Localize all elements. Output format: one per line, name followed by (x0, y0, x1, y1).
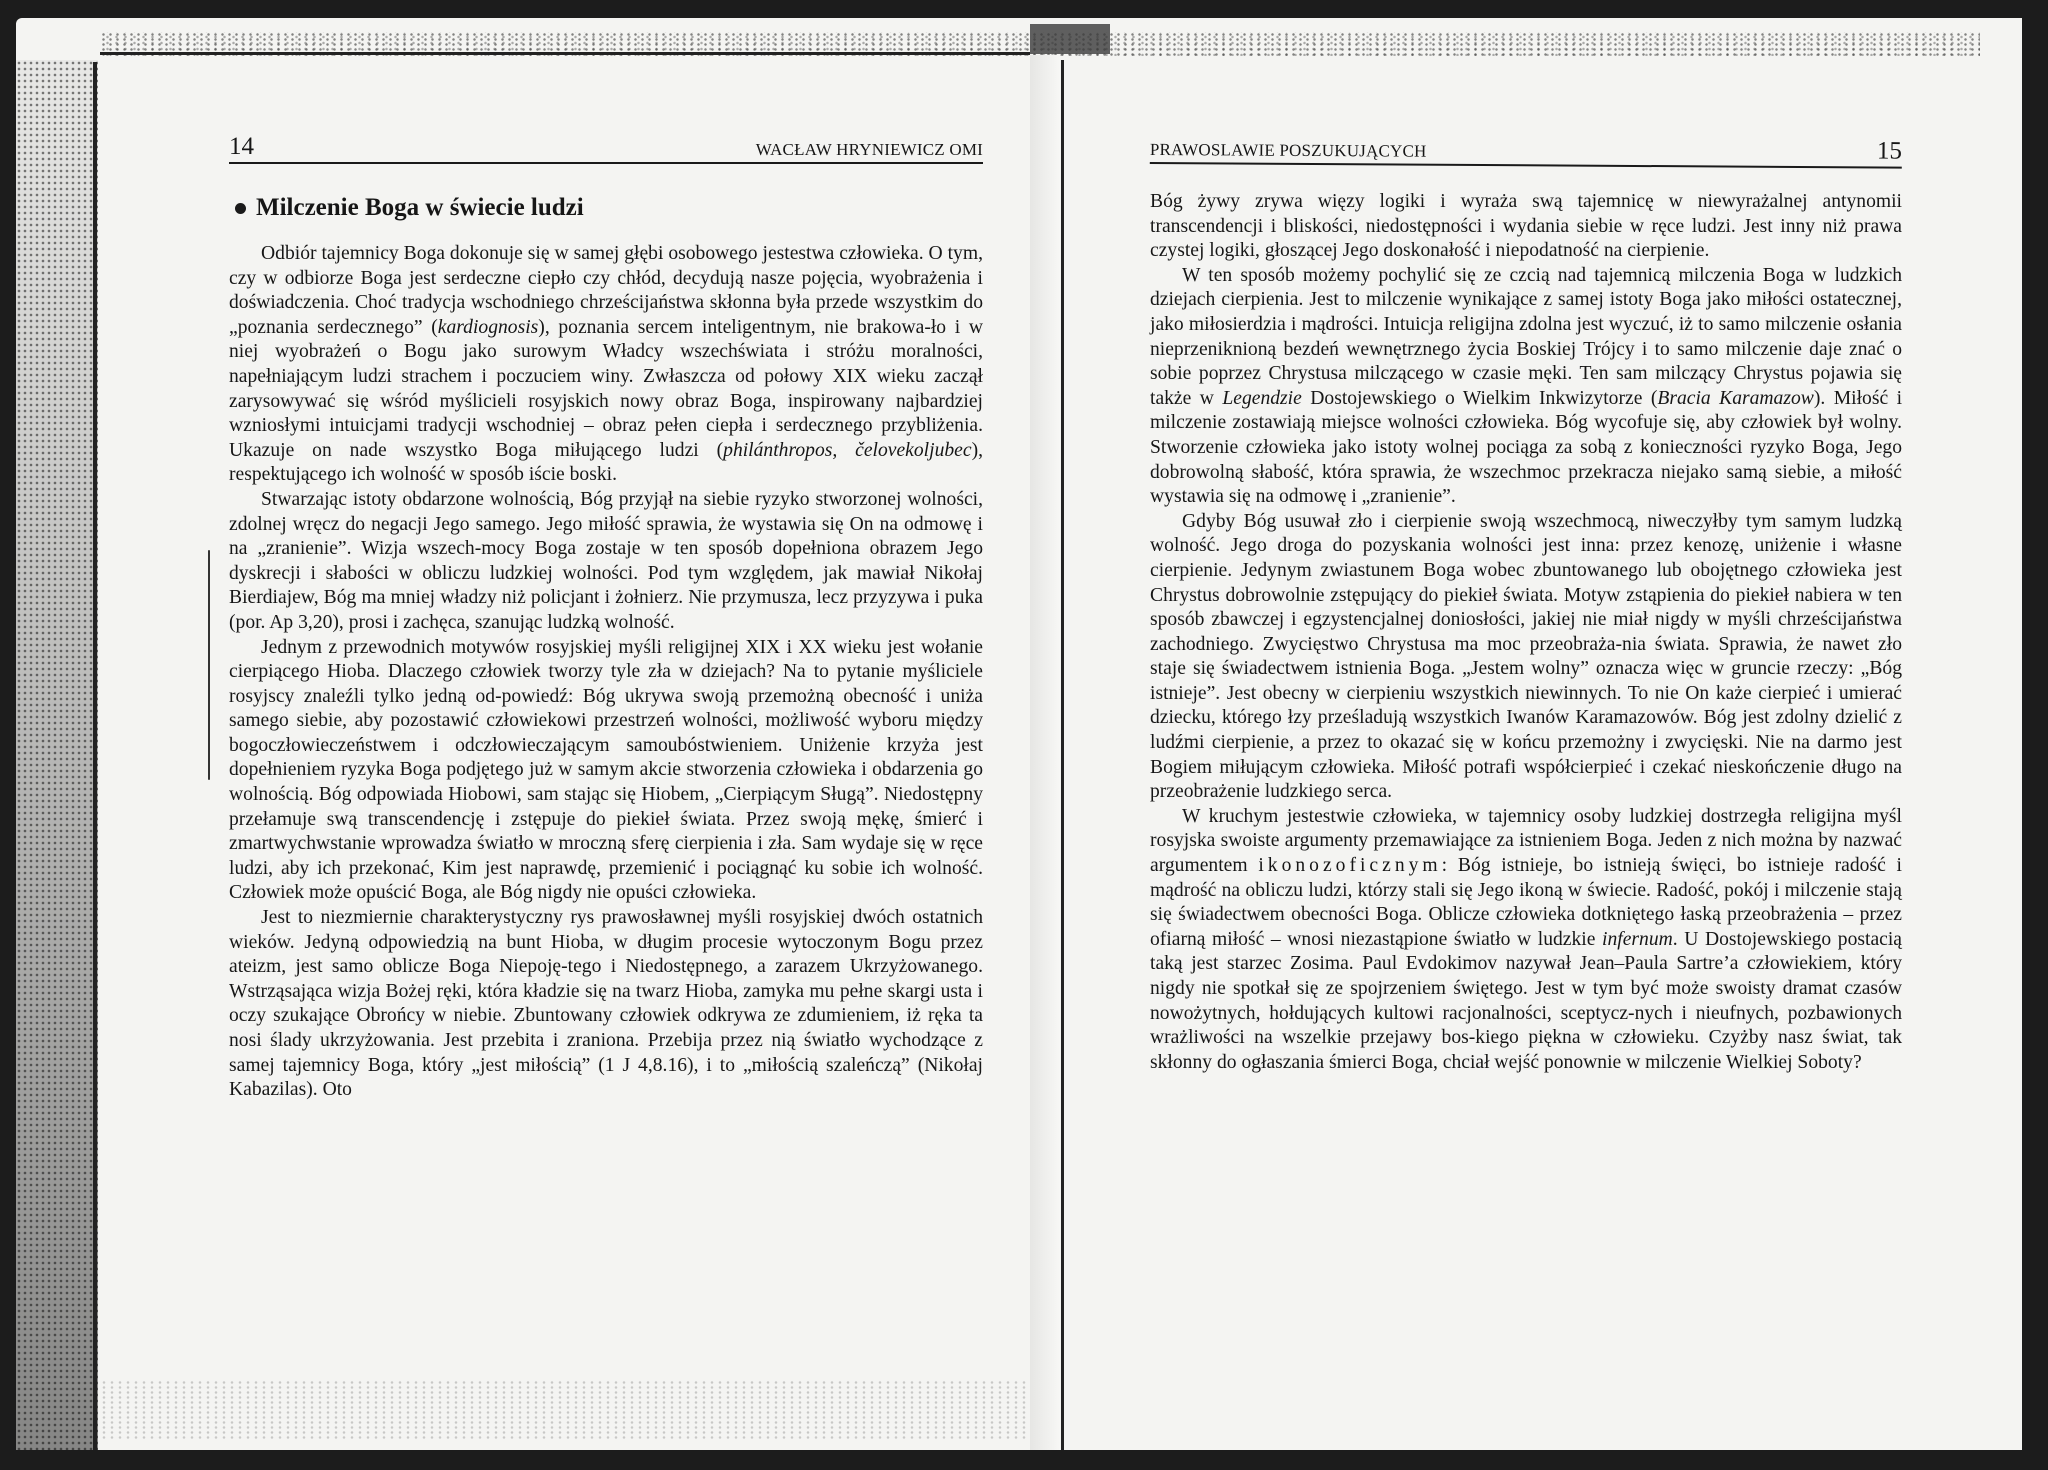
bullet-icon (235, 203, 246, 214)
text-run: ). Miłość i milczenie zostawiają miejsce wolności człowieka. Bóg wycofuje się, aby człowiek był wolny. Stworzenie człowieka jako istoty wolnej pociąga za sobą z konieczności ryzyko Boga, Jego dobrowolną słabość, która sprawia, że wszechmoc przekracza niejako samą siebie, a miłość wystawia się na odmowę i „zranienie”. (1150, 387, 1903, 508)
page-edge-left (93, 62, 97, 1450)
gutter-shadow (1030, 24, 1110, 54)
running-head (1150, 130, 1902, 169)
emphasis: ikonozoficznym (1258, 855, 1442, 877)
page-number: 14 (229, 133, 254, 160)
paragraph (1150, 190, 1902, 264)
body-text (229, 242, 983, 1103)
text-run: W kruchym jestestwie człowieka, w tajemnicy osoby ludzkiej dostrzegła religijna myśl rosyjska swoiste argumenty przemawiające za istnieniem Boga. Jeden z nich można by nazwać argumentem (1150, 805, 1902, 877)
margin-pencil-mark (208, 550, 210, 780)
text-run: Odbiór tajemnicy Boga dokonuje się w samej głębi osobowego jestestwa człowieka. O tym, czy w odbiorze Boga jest serdeczne ciepło czy chłód, decydują nasze pojęcia, wyobrażenia i doświadczenia. Choć tradycja wschodniego chrześcijaństwa skłonna była przede wszystkim do „poznania serdecznego” ( (229, 243, 983, 338)
text-run: Gdyby Bóg usuwał zło i cierpienie swoją wszechmocą, niweczyłby tym samym ludzką wolność. Jego droga do pozyskania wolności jest inna: przez kenozę, uniżenie i własne cierpienie. Jedynym zwiastunem Boga wobec zbuntowanego lub obojętnego człowieka jest Chrystus dobrowolnie zstępujący do piekieł świata. Motyw zstąpienia do piekieł nabiera w ten sposób zbawczej i egzystencjalnej doniosłości, jakiej nie miał nigdy w myśli chrześcijaństwa zachodniego. Zwycięstwo Chrystusa ma moc przeobraża-nia świata. Sprawia, że nawet zło staje się świadectwem istnienia Boga. „Jestem wolny” oznacza więc w gruncie rzeczy: „Bóg istnieje”. Jest obecny w cierpieniu wszystkich niewinnych. To nie On każe cierpieć i umierać dziecku, którego łzy prześladują wszystkich Iwanów Karamazowów. Bóg jest zdolny dzielić z ludźmi cierpienie, a przez to okazać się w końcu przemożny i zwycięski. Nie na darmo jest Bogiem miłującym człowieka. Miłość potrafi współcierpieć i czekać nieskończenie długo na przeobrażenie ludzkiego serca. (1150, 510, 1902, 803)
emphasis: Bracia Karamazow (1657, 387, 1814, 409)
paragraph (1150, 510, 1902, 805)
text-run: ), respektującego ich wolność w sposób iście boski. (229, 439, 983, 486)
emphasis: Legendzie (1222, 387, 1302, 409)
body-text (1150, 190, 1902, 1075)
text-run: W ten sposób możemy pochylić się ze czcią nad tajemnicą milczenia Boga w ludzkich dziejach cierpienia. Jest to milczenie wynikające z samej istoty Boga jako miłości ostatecznej, jako miłosierdzia i mądrości. Intuicja religijna zdolna jest wyczuć, iż to samo milczenie osłania nieprzeniknioną bezdeń wewnętrznego życia Boskiej Trójcy i to samo milczenie daje znać o sobie poprzez Chrystusa milczącego w czasie męki. Ten sam milczący Chrystus pojawia się także w (1150, 264, 1902, 409)
paragraph (229, 488, 983, 636)
right-page (1150, 130, 1902, 1075)
text-run: ), poznania sercem inteligentnym, nie brakowa-ło i w niej wyobrażeń o Bogu jako surowym Władcy wszechświata i stróżu moralności, napełniającym ludzi strachem i poczuciem winy. Zwłaszcza od połowy XIX wieku zaczął zarysowywać się wśród myślicieli rosyjskich nowy obraz Boga, inspirowany najbardziej wzniosłymi intuicjami tradycji wschodniej – obraz pełen ciepła i serdecznego przybliżenia. Ukazuje on nade wszystko Boga miłującego ludzi ( (229, 316, 984, 461)
running-head-title: PRAWOSLAWIE POSZUKUJĄCYCH (1149, 139, 1427, 161)
paragraph (1150, 264, 1902, 510)
text-run: Stwarzając istoty obdarzone wolnością, Bóg przyjął na siebie ryzyko stworzonej wolności, zdolnej wręcz do negacji Jego samego. Jego miłość sprawia, że wystawia się On na odmowę i na „zranienie”. Wizja wszech-mocy Boga zostaje w ten sposób dopełniona obrazem Jego dyskrecji i słabości w obliczu ludzkiej wolności. Pod tym względem, jak mawiał Nikołaj Bierdiajew, Bóg ma mniej władzy niż policjant i żołnierz. Nie przymusza, lecz przyzywa i puka (por. Ap 3,20), prosi i zachęca, szanując ludzką wolność. (229, 488, 983, 633)
paragraph (229, 906, 983, 1103)
left-page (229, 130, 983, 1103)
book-gutter (1030, 55, 1060, 1450)
section-title (229, 194, 983, 222)
photocopy-noise-bottom (100, 1380, 1030, 1440)
page-number: 15 (1876, 137, 1902, 165)
paragraph (229, 636, 983, 907)
page-edge-top (100, 52, 1030, 55)
text-run: Jest to niezmiernie charakterystyczny rys prawosławnej myśli rosyjskiej dwóch ostatnich wieków. Jedyną odpowiedzią na bunt Hioba, w długim procesie wytoczonym Bogu przez ateizm, jest samo oblicze Boga Niepoję-tego i Niedostępnego, a zarazem Ukrzyżowanego. Wstrząsająca wizja Bożej ręki, która kładzie się na twarz Hioba, zamyka mu pełne skargi usta i oczy szukające Obrońcy w niebie. Zbuntowany człowiek odkrywa ze zdumieniem, iż ręka ta nosi ślady ukrzyżowania. Jest przebita i zraniona. Przebija przez nią światło wychodzące z samej tajemnicy Boga, który „jest miłością” (1 J 4,8.16), i to „miłością szaleńczą” (Nikołaj Kabazilas). Oto (229, 907, 983, 1101)
emphasis: philánthropos, čelovekoljubec (723, 439, 972, 461)
text-run: . U Dostojewskiego postacią taką jest starzec Zosima. Paul Evdokimov nazywał Jean–Paula Sartre’a człowiekiem, który nigdy nie spotkał się ze spojrzeniem świętego. Jest w tym być może swoisty dramat czasów nowożytnych, hołdujących kultowi racjonalności, sceptycz-nych i nieufnych, pozbawionych wrażliwości na wszelkie przejawy bos-kiego piękna w człowieku. Czyżby nasz świat, tak skłonny do ogłaszania śmierci Boga, chciał wejść ponownie w milczenie Wielkiej Soboty? (1150, 928, 1903, 1073)
text-run: Jednym z przewodnich motywów rosyjskiej myśli religijnej XIX i XX wieku jest wołanie cierpiącego Hioba. Dlaczego człowiek tworzy tyle zła w dziejach? Na to pytanie myśliciele rosyjscy znaleźli tylko jedną od-powiedź: Bóg ukrywa swoją przemożną obecność i uniża samego siebie, aby pozostawić człowiekowi przestrzeń wolności, możliwość wyboru między bogoczłowieczeństwem i odczłowieczającym samoubóstwieniem. Uniżenie krzyża jest dopełnieniem ryzyka Boga podjętego już w samym akcie stworzenia człowieka i obdarzenia go wolnością. Bóg odpowiada Hiobowi, sam stając się Hiobem, „Cierpiącym Sługą”. Niedostępny przełamuje swą transcendencję i zstępuje do piekieł świata. Przez swoją mękę, śmierć i zmartwychwstanie wprowadza światło w mroczną sferę cierpienia i zła. Sam wydaje się w ręce ludzi, aby ich przekonać, Kim jest naprawdę, przemienić i pociągnąć ku sobie ich wolność. Człowiek może opuścić Boga, ale Bóg nigdy nie opuści człowieka. (229, 636, 983, 904)
emphasis: infernum (1602, 928, 1673, 950)
page-edge-right (2022, 18, 2030, 1450)
section-title-text: Milczenie Boga w świecie ludzi (256, 194, 584, 221)
running-head-title: WACŁAW HRYNIEWICZ OMI (755, 140, 983, 159)
gutter-line (1061, 60, 1064, 1450)
emphasis: kardiognosis (437, 316, 539, 338)
running-head (229, 130, 983, 164)
paragraph (1150, 805, 1902, 1076)
text-run: : Bóg istnieje, bo istnieją święci, bo istnieje radość i mądrość na obliczu ludzi, którzy stali się Jego ikoną w świecie. Radość, pokój i milczenie stają się świadectwem obecności Boga. Oblicze człowieka dotkniętego łaską przeobrażenia – przez ofiarną miłość – wnosi niezastąpione światło w ludzkie (1150, 855, 1902, 950)
photocopy-noise-left (16, 60, 98, 1450)
text-run: Dostojewskiego o Wielkim Inkwizytorze ( (1301, 387, 1658, 409)
paragraph (229, 242, 983, 488)
text-run: Bóg żywy zrywa więzy logiki i wyraża swą tajemnicę w niewyrażalnej antynomii transcendencji i bliskości, niedostępności i wydania siebie w ręce ludzi. Jest inny niż prawa czystej logiki, głoszącej Jego doskonałość i niepodatność na cierpienie. (1150, 191, 1902, 262)
